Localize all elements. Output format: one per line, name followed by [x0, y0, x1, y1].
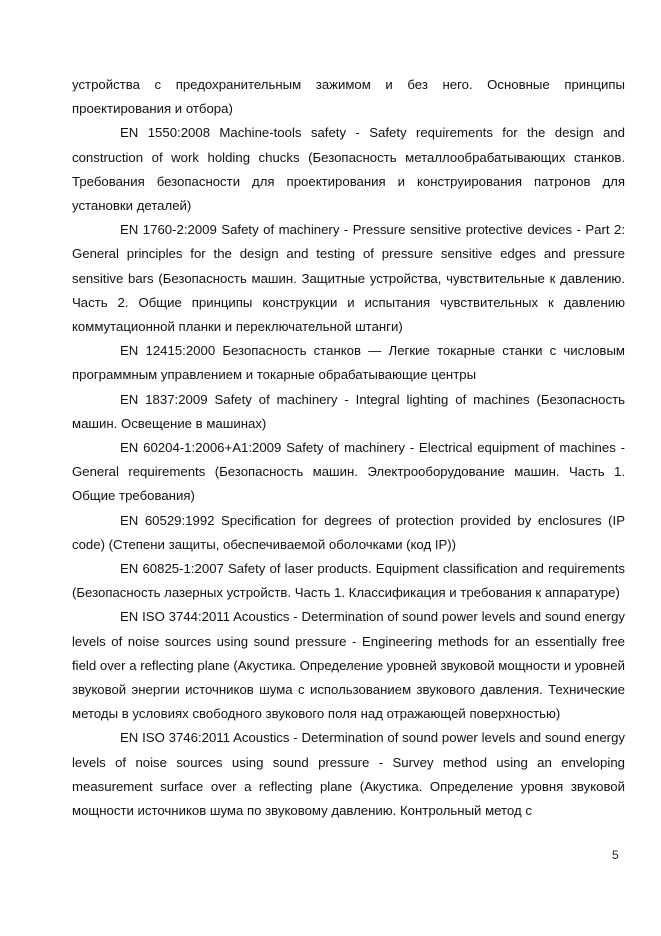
standard-entry-en-iso-3744: EN ISO 3744:2011 Acoustics - Determination of sound power levels and sound energy levels of noise sources using sound pressure - Engineering methods for an essentially free field over a reflecting plane (Акустика. Определение уровней звуковой мощности и уровней звуковой энергии источников шума с использованием звукового давления. Технические методы в условиях свободного звукового поля над отражающей поверхностью) [72, 609, 625, 722]
document-page [72, 73, 625, 823]
continued-text: устройства с предохранительным зажимом и без него. Основные принципы проектирования и отбора) [72, 77, 625, 117]
standard-entry-en-iso-3746: EN ISO 3746:2011 Acoustics - Determination of sound power levels and sound energy levels of noise sources using sound pressure - Survey method using an enveloping measurement surface over a reflecting plane (Акустика. Определение уровня звуковой мощности источников шума по звуковому давлению. Контрольный метод с [72, 730, 625, 819]
standard-entry-en-1550: EN 1550:2008 Machine-tools safety - Safety requirements for the design and construction of work holding chucks (Безопасность металлообрабатывающих станков. Требования безопасности для проектирования и конструирования патронов для установки деталей) [72, 125, 625, 214]
standard-entry-en-12415: EN 12415:2000 Безопасность станков — Легкие токарные станки с числовым программным управлением и токарные обрабатывающие центры [72, 343, 625, 383]
standard-entry-en-1837: EN 1837:2009 Safety of machinery - Integral lighting of machines (Безопасность машин. Освещение в машинах) [72, 391, 625, 431]
page-number: 5 [612, 848, 619, 862]
standard-entry-en-60204-1: EN 60204-1:2006+A1:2009 Safety of machinery - Electrical equipment of machines - General requirements (Безопасность машин. Электрооборудование машин. Часть 1. Общие требования) [72, 440, 625, 504]
standard-entry-en-60529: EN 60529:1992 Specification for degrees of protection provided by enclosures (IP code) (Степени защиты, обеспечиваемой оболочками (код IP)) [72, 512, 625, 552]
standard-entry-en-1760-2: EN 1760-2:2009 Safety of machinery - Pressure sensitive protective devices - Part 2: General principles for the design and testing of pressure sensitive edges and pressure sensitive bars (Безопасность машин. Защитные устройства, чувствительные к давлению. Часть 2. Общие принципы конструкции и испытания чувствительных к давлению коммутационной планки и переключательной штанги) [72, 222, 625, 335]
standard-entry-en-60825-1: EN 60825-1:2007 Safety of laser products. Equipment classification and requirements (Безопасность лазерных устройств. Часть 1. Классификация и требования к аппаратуре) [72, 561, 625, 601]
